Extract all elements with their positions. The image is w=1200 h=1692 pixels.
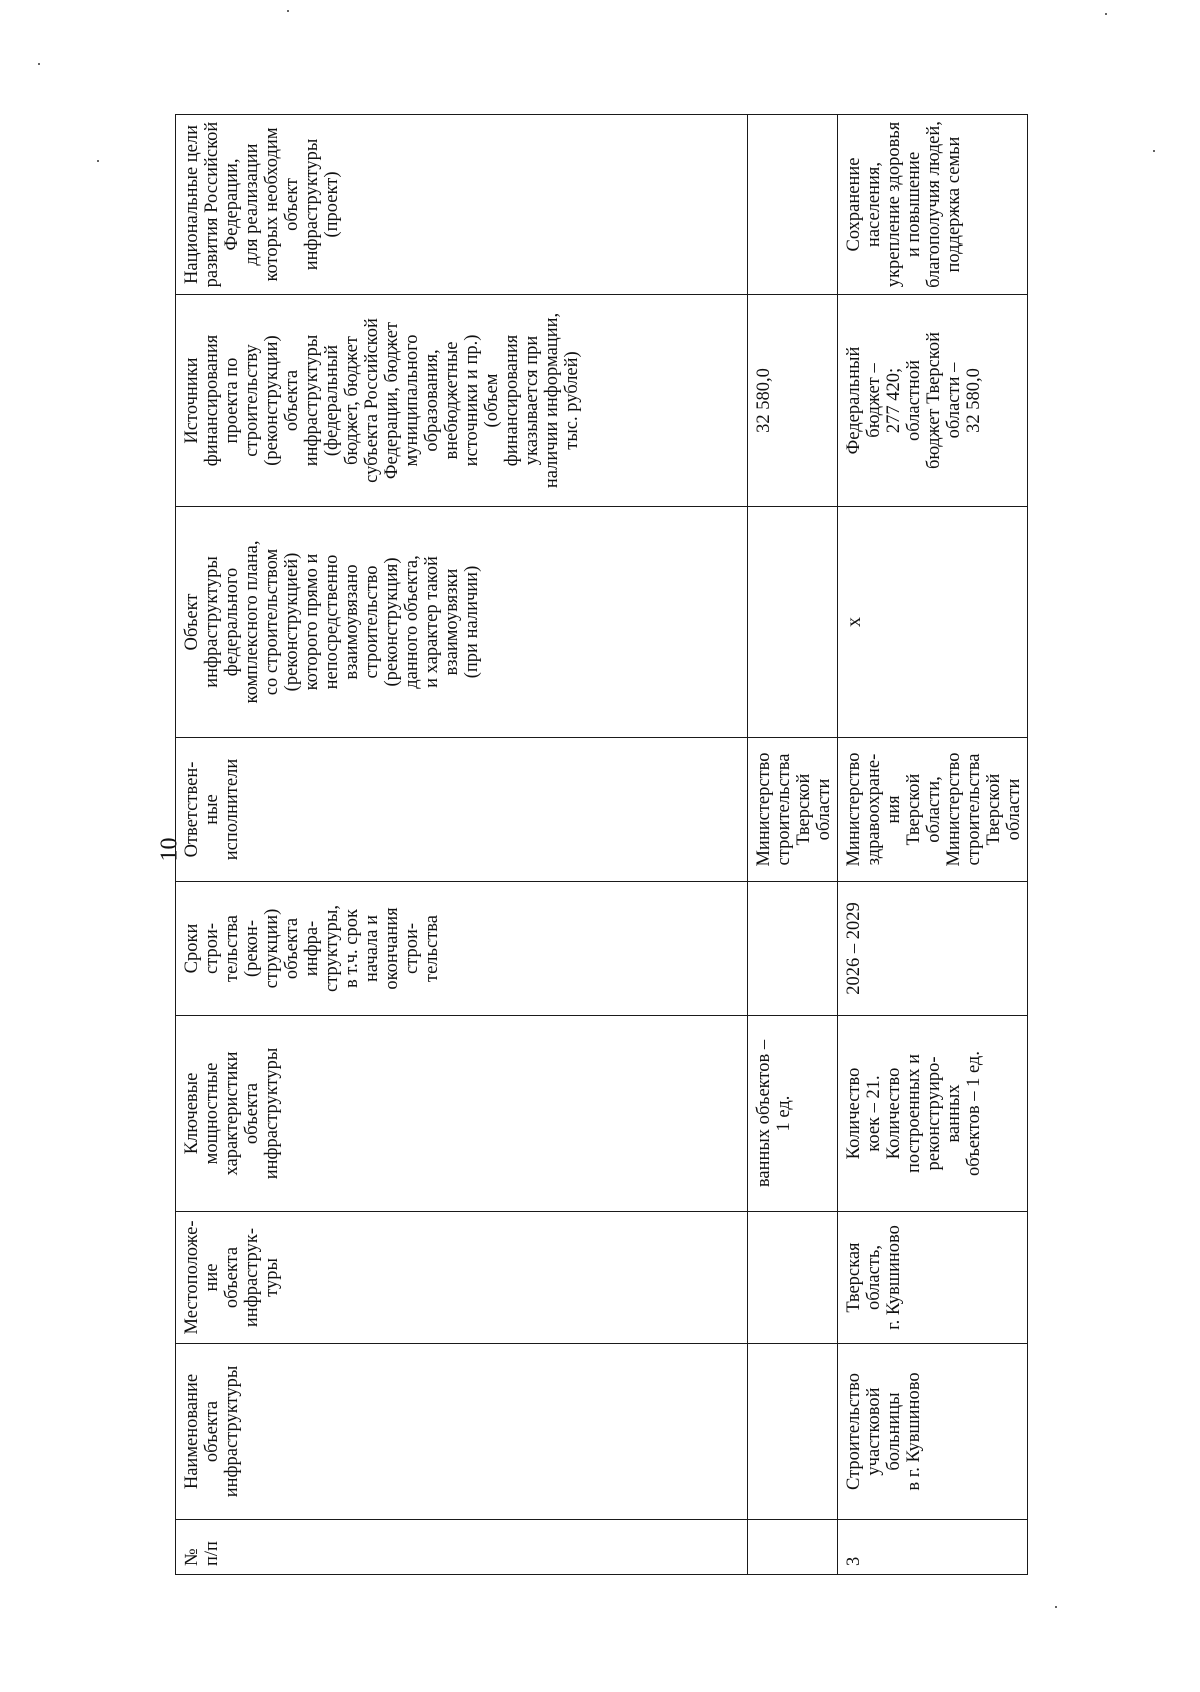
scan-dot — [1105, 13, 1107, 15]
cell-responsible: Министерство здравоохране- ния Тверской области, Министерство строительства Тверской области — [838, 738, 1028, 882]
cell-capacity: Количество коек – 21. Количество построенных и реконструиро- ванных объектов – 1 ед. — [838, 1016, 1028, 1212]
table-row — [838, 115, 1028, 1575]
header-federal-object: Объект инфраструктуры федерального комплексного плана, со строительством (реконструкцией) которого прямо и непосредственно взаимоувязано строительство (реконструкция) данного объекта, и характер такой взаимоувязки (при наличии) — [176, 507, 748, 738]
cell-terms — [748, 882, 838, 1016]
scan-dot — [38, 63, 40, 65]
cell-goals — [748, 115, 838, 295]
header-num: № п/п — [176, 1520, 748, 1575]
cell-federal-object: х — [838, 507, 1028, 738]
cell-name: Строительство участковой больницы в г. Кувшиново — [838, 1344, 1028, 1520]
page-number: 10 — [156, 837, 183, 862]
header-responsible: Ответствен- ные исполнители — [176, 738, 748, 882]
infrastructure-table — [175, 114, 1028, 1575]
header-goals: Национальные цели развития Российской Федерации, для реализации которых необходим объект инфраструктуры (проект) — [176, 115, 748, 295]
header-funding: Источники финансирования проекта по строительству (реконструкции) объекта инфраструктуры (федеральный бюджет, бюджет субъекта Российской Федерации, бюджет муниципального образования, внебюджетные источники и пр.) (объем финансирования указывается при наличии информации, тыс. рублей) — [176, 295, 748, 507]
cell-goals: Сохранение населения, укрепление здоровья и повышение благополучия людей, поддержка семьи — [838, 115, 1028, 295]
cell-capacity: ванных объектов – 1 ед. — [748, 1016, 838, 1212]
header-row — [176, 115, 748, 1575]
table-row — [748, 115, 838, 1575]
scan-dot — [287, 10, 289, 12]
header-name: Наименование объекта инфраструктуры — [176, 1344, 748, 1520]
scan-dot — [1055, 1606, 1057, 1608]
header-terms: Сроки строи- тельства (рекон- струкции) объекта инфра- структуры, в т.ч. срок начала и окончания строи- тельства — [176, 882, 748, 1016]
scan-dot — [97, 160, 99, 162]
cell-location: Тверская область, г. Кувшиново — [838, 1212, 1028, 1344]
header-location: Местоположе- ние объекта инфраструк- туры — [176, 1212, 748, 1344]
cell-location — [748, 1212, 838, 1344]
cell-responsible: Министерство строительства Тверской области — [748, 738, 838, 882]
cell-funding: Федеральный бюджет – 277 420; областной бюджет Тверской области – 32 580,0 — [838, 295, 1028, 507]
cell-name — [748, 1344, 838, 1520]
cell-num: 3 — [838, 1520, 1028, 1575]
cell-funding: 32 580,0 — [748, 295, 838, 507]
cell-terms: 2026 – 2029 — [838, 882, 1028, 1016]
cell-num — [748, 1520, 838, 1575]
header-capacity: Ключевые мощностные характеристики объекта инфраструктуры — [176, 1016, 748, 1212]
scan-dot — [1153, 150, 1155, 152]
table-container — [175, 115, 1024, 1575]
cell-federal-object — [748, 507, 838, 738]
